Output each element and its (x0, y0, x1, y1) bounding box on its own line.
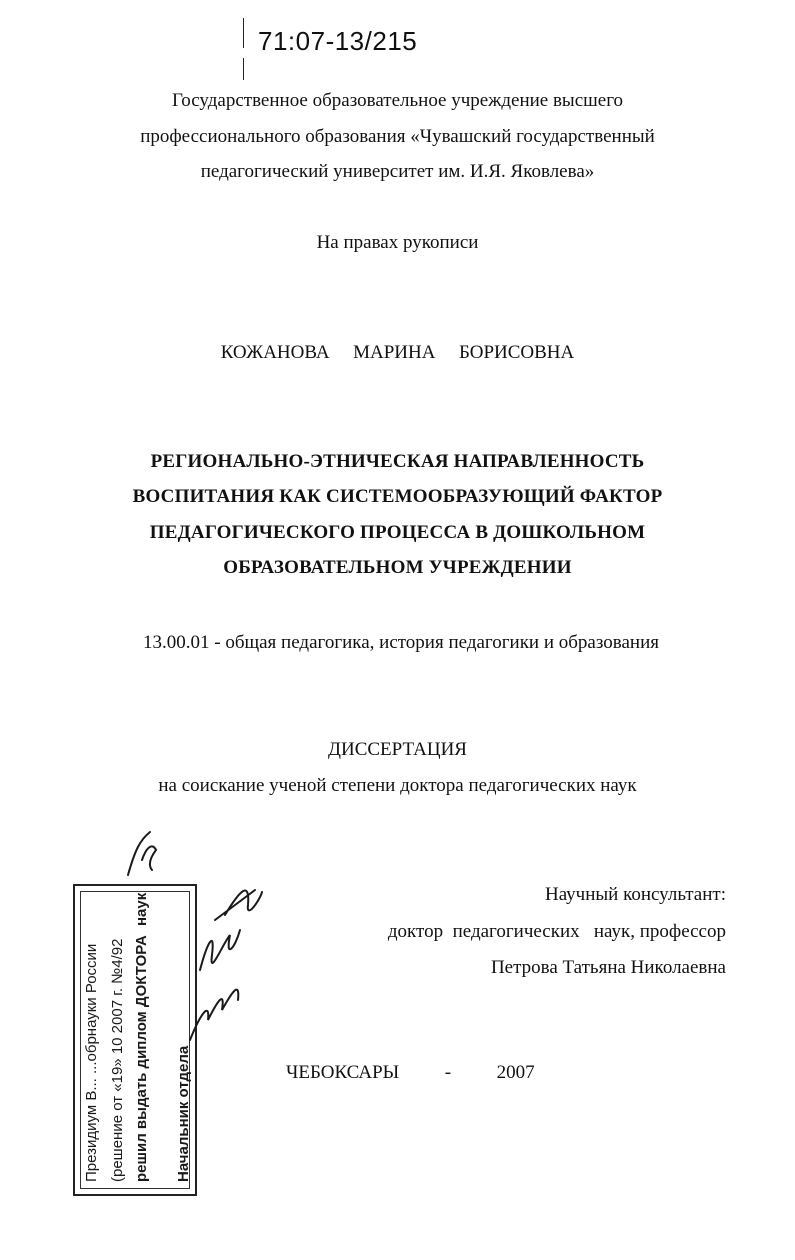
signature-stroke-2 (190, 990, 238, 1040)
margin-mark-top (243, 18, 244, 48)
year: 2007 (496, 1062, 535, 1083)
place-year (286, 1062, 535, 1084)
stamp-line-3: решил выдать диплом ДОКТОРА (133, 935, 150, 1182)
stamp-line-2: (решение от «19» 10 2007 г. №4/92 (109, 938, 126, 1182)
consultant-name: Петрова Татьяна Николаевна (490, 957, 726, 978)
title-line-2: ВОСПИТАНИЯ КАК СИСТЕМООБРАЗУЮЩИЙ ФАКТОР (132, 486, 663, 507)
title-line-4: ОБРАЗОВАТЕЛЬНОМ УЧРЕЖДЕНИИ (223, 557, 572, 578)
author-surname: КОЖАНОВА (220, 342, 330, 363)
signature-number-stroke (128, 832, 156, 875)
dissertation-label: ДИССЕРТАЦИЯ (328, 739, 467, 760)
signature-stroke-1 (200, 930, 240, 970)
stamp-line-1: Президиум В... ...обрнауки России (83, 943, 100, 1182)
author-first-name: МАРИНА (353, 342, 436, 363)
signature-loop (225, 891, 262, 915)
dissertation-degree: на соискание ученой степени доктора педагогических наук (158, 775, 637, 796)
title-line-3: ПЕДАГОГИЧЕСКОГО ПРОЦЕССА В ДОШКОЛЬНОМ (149, 522, 646, 543)
dash: - (444, 1062, 452, 1083)
consultant-label: Научный консультант: (544, 884, 726, 905)
stamp-line-3-tail: наук (133, 892, 150, 926)
catalog-code: 71:07-13/215 (258, 26, 418, 56)
rights-note: На правах рукописи (316, 232, 479, 253)
title-line-1: РЕГИОНАЛЬНО-ЭТНИЧЕСКАЯ НАПРАВЛЕННОСТЬ (150, 451, 645, 472)
consultant-title: доктор педагогических наук, профессор (387, 921, 726, 942)
author-patronymic: БОРИСОВНА (458, 342, 575, 363)
handwritten-signatures (90, 820, 290, 1050)
institution-line-2: профессионального образования «Чувашский государственный (140, 126, 655, 147)
author-name (0, 342, 795, 364)
margin-mark-lower (243, 58, 244, 80)
stamp-line-4: Начальник отдела (175, 1045, 192, 1182)
institution-line-1: Государственное образовательное учреждение высшего (171, 90, 624, 111)
institution-line-3: педагогический университет им. И.Я. Яковлева» (200, 161, 595, 182)
specialty: 13.00.01 - общая педагогика, история педагогики и образования (143, 632, 659, 653)
city: ЧЕБОКСАРЫ (286, 1062, 400, 1083)
